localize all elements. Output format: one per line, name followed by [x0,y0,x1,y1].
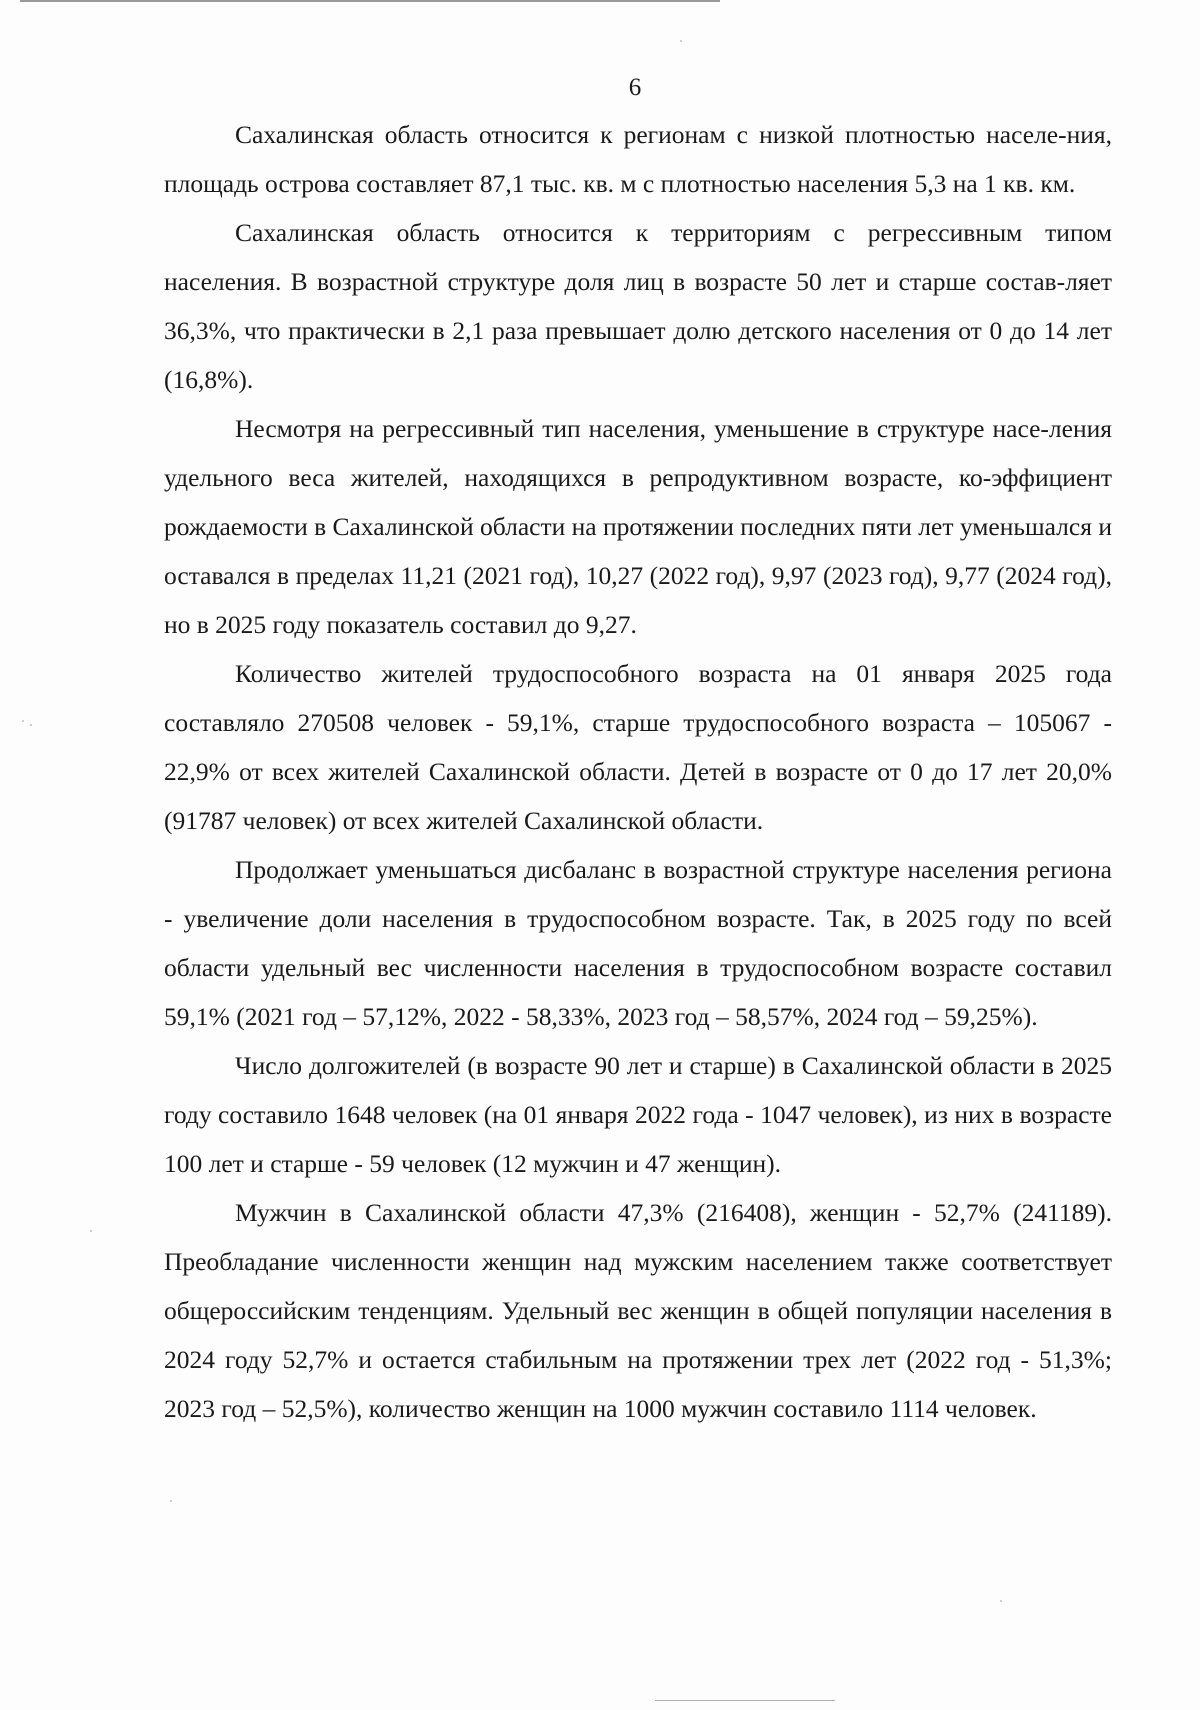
top-scan-edge [20,0,720,2]
paragraph-long-livers: Число долгожителей (в возрасте 90 лет и старше) в Сахалинской области в 2025 году составило 1648 человек (на 01 января 2022 года - 1047 человек), из них в возрасте 100 лет и старше - 59 человек (12 мужчин и 47 женщин). [164,1051,1112,1178]
scan-speck [170,1500,172,1502]
bottom-scan-edge [655,1700,835,1701]
page-number: 6 [628,74,642,101]
paragraph-age-structure: Сахалинская область относится к территориям с регрессивным типом населения. В возрастной структуре доля лиц в возрасте 50 лет и старше состав-ляет 36,3%, что практически в 2,1 раза превышает долю детского населения от 0 до 14 лет (16,8%). [164,218,1112,394]
scan-speck [22,720,24,722]
scan-speck [30,724,32,726]
paragraph-birth-rate: Несмотря на регрессивный тип населения, уменьшение в структуре насе-ления удельного веса жителей, находящихся в репродуктивном возрасте, ко-эффициент рождаемости в Сахалинской области на протяжении последних пяти лет уменьшался и оставался в пределах 11,21 (2021 год), 10,27 (2022 год), 9,97 (2023 год), 9,77 (2024 год), но в 2025 году показатель составил до 9,27. [164,414,1112,639]
paragraph-gender-ratio: Мужчин в Сахалинской области 47,3% (216408), женщин - 52,7% (241189). Преобладание численности женщин над мужским населением также соответствует общероссийским тенденциям. Удельный вес женщин в общей популяции населения в 2024 году 52,7% и остается стабильным на протяжении трех лет (2022 год - 51,3%; 2023 год – 52,5%), количество женщин на 1000 мужчин составило 1114 человек. [164,1198,1112,1423]
scan-speck [1000,1600,1002,1602]
scan-speck [680,40,682,42]
paragraph-working-age: Количество жителей трудоспособного возраста на 01 января 2025 года составляло 270508 человек - 59,1%, старше трудоспособного возраста – 105067 - 22,9% от всех жителей Сахалинской области. Детей в возрасте от 0 до 17 лет 20,0% (91787 человек) от всех жителей Сахалинской области. [164,659,1112,835]
scan-speck [90,1230,92,1232]
document-body [164,110,1112,1433]
paragraph-age-imbalance: Продолжает уменьшаться дисбаланс в возрастной структуре населения региона - увеличение доли населения в трудоспособном возрасте. Так, в 2025 году по всей области удельный вес численности населения в трудоспособном возрасте составил 59,1% (2021 год – 57,12%, 2022 - 58,33%, 2023 год – 58,57%, 2024 год – 59,25%). [164,855,1112,1031]
paragraph-population-density: Сахалинская область относится к регионам с низкой плотностью населе-ния, площадь острова составляет 87,1 тыс. кв. м с плотностью населения 5,3 на 1 кв. км. [164,120,1112,198]
